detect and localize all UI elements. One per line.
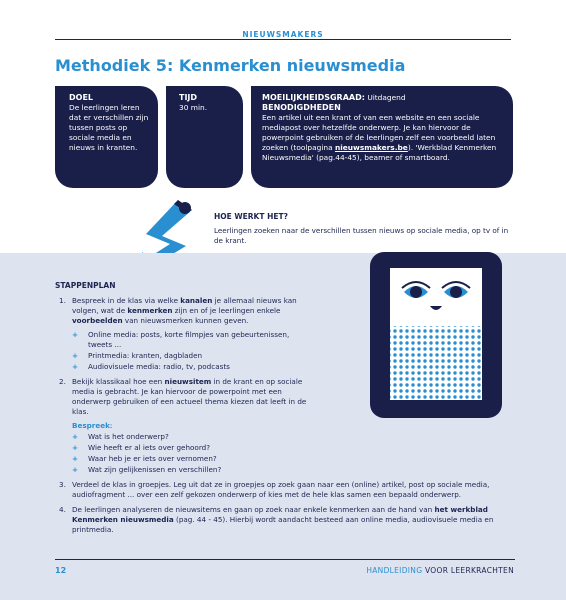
step-1-text-g: van nieuwsmerken kunnen geven. (122, 316, 249, 325)
list-item: + Waar heb je er iets over vernomen? (72, 454, 217, 463)
step-1-text-c: je allemaal nieuws kan volgen, wat de (72, 296, 297, 315)
tijd-card (166, 86, 243, 188)
list-item: + Wie heeft er al iets over gehoord? (72, 443, 211, 452)
plus-icon: + (72, 454, 79, 463)
stappenplan (55, 281, 515, 540)
step-2-text-c: in de krant en op sociale media is gebracht. Je kan hiervoor de powerpoint met een onderwerp gebruiken of een actueel thema kiezen dat leeft in de klas. (72, 377, 307, 416)
tijd-text: 30 min. (179, 103, 208, 112)
plus-icon: + (72, 432, 79, 441)
step-1-voorbeelden: voorbeelden (72, 316, 123, 325)
step-2 (55, 377, 315, 475)
list-item: + Printmedia: kranten, dagbladen (72, 351, 203, 360)
list-item: + Wat zijn gelijkenissen en verschillen? (72, 465, 222, 474)
plus-icon: + (72, 465, 79, 474)
bespreek-heading: Bespreek: (72, 421, 113, 430)
step-number: 1. (59, 296, 66, 305)
how-it-works (214, 212, 514, 246)
moeilijkheid-card (251, 86, 513, 188)
page-title: Methodiek 5: Kenmerken nieuwsmedia (55, 56, 406, 75)
moeilijkheid-heading: MOEILIJKHEIDSGRAAD: (262, 93, 365, 102)
stappenplan-heading: STAPPENPLAN (55, 281, 116, 290)
step-number: 2. (59, 377, 66, 386)
footer-title-b: VOOR LEERKRACHTEN (422, 566, 514, 575)
step-4-text-a: De leerlingen analyseren de nieuwsitems en gaan op zoek naar enkele kenmerken aan de hand van (72, 505, 435, 514)
tijd-heading: TIJD (179, 93, 198, 102)
step-1-kanalen: kanalen (180, 296, 213, 305)
step-1-text-e: zijn en of je leerlingen enkele (172, 306, 281, 315)
howto-heading: HOE WERKT HET? (214, 212, 288, 221)
step-3-text: Verdeel de klas in groepjes. Leg uit dat ze in groepjes op zoek gaan naar een (online) artikel, post op sociale media, audiofragment ... over een zelf gekozen onderwerp of kies met de hele klas samen een bepaald onderwerp. (72, 480, 490, 499)
footer-title (366, 566, 514, 575)
list-item: + Audiovisuele media: radio, tv, podcasts (72, 362, 230, 371)
step-4-werkblad: het werkblad Kenmerken nieuwsmedia (72, 505, 488, 524)
doel-text: De leerlingen leren dat er verschillen zijn tussen posts op sociale media en nieuws in kranten. (69, 103, 149, 152)
step-4-text-c: (pag. 44 - 45). Hierbij wordt aandacht besteed aan online media, audiovisuele media en printmedia. (72, 515, 494, 534)
footer-title-a: HANDLEIDING (366, 566, 423, 575)
doel-heading: DOEL (69, 93, 94, 102)
step-number: 4. (59, 505, 66, 514)
plus-icon: + (72, 362, 79, 371)
moeilijkheid-value: Uitdagend (367, 93, 406, 102)
step-2-text-a: Bekijk klassikaal hoe een (72, 377, 165, 386)
plus-icon: + (72, 330, 79, 339)
step-number: 3. (59, 480, 66, 489)
list-item: + Wat is het onderwerp? (72, 432, 169, 441)
benodigdheden-text-1: Een artikel uit een krant of van een website en een sociale mediapost over hetzelfde onderwerp. Je kan hiervoor de powerpoint gebruiken of de leerlingen zelf een voorbeeld laten zoeken (toolpagina (262, 113, 496, 152)
page-number: 12 (55, 566, 67, 575)
step-1 (55, 296, 315, 372)
step-1-kenmerken: kenmerken (127, 306, 173, 315)
doel-card (55, 86, 158, 188)
step-1-text-a: Bespreek in de klas via welke (72, 296, 181, 305)
plus-icon: + (72, 443, 79, 452)
step-2-nieuwsitem: nieuwsitem (164, 377, 212, 386)
benodigdheden-text-2: ). 'Werkblad Kenmerken Nieuwsmedia' (pag.44-45), beamer of smartboard. (262, 143, 497, 162)
step-3 (55, 480, 515, 500)
step-4 (55, 505, 515, 535)
website-link[interactable]: nieuwsmakers.be (334, 143, 408, 152)
header-label: NIEUWSMAKERS (242, 30, 324, 39)
howto-text: Leerlingen zoeken naar de verschillen tussen nieuws op sociale media, op tv of in de krant. (214, 226, 509, 245)
header-divider (55, 39, 511, 40)
footer-divider (55, 559, 515, 560)
list-item: + Online media: posts, korte filmpjes van gebeurtenissen, tweets ... (72, 330, 290, 349)
benodigdheden-heading: BENODIGDHEDEN (262, 103, 341, 112)
plus-icon: + (72, 351, 79, 360)
